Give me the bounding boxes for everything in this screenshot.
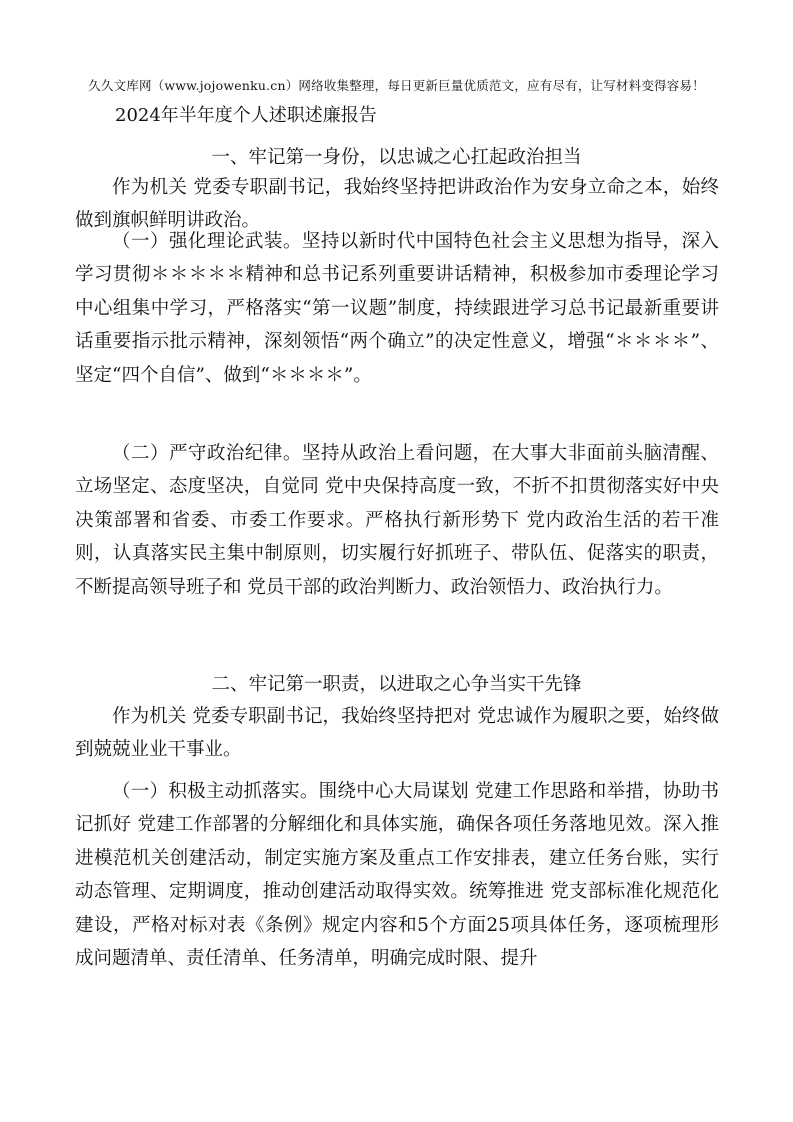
section-heading-1: 一、牢记第一身份，以忠诚之心扛起政治担当	[211, 147, 582, 168]
document-title: 2024年半年度个人述职述廉报告	[115, 105, 377, 126]
header-note: 久久文库网（www.jojowenku.cn）网络收集整理，每日更新巨量优质范文，应有尽有，让写材料变得容易！	[88, 78, 705, 93]
paragraph-section2-intro: 作为机关 党委专职副书记，我始终坚持把对 党忠诚作为履职之要，始终做到兢兢业业干事业。	[75, 706, 719, 761]
paragraph-section2-item1: （一）积极主动抓落实。围绕中心大局谋划 党建工作思路和举措，协助书记抓好 党建工作部署的分解细化和具体实施，确保各项任务落地见效。深入推进模范机关创建活动，制定实施方案及重点工作安排表，建立任务台账，实行动态管理、定期调度，推动创建活动取得实效。统筹推进 党支部标准化规范化建设，严格对标对表《条例》规定内容和5个方面25项具体任务，逐项梳理形成问题清单、责任清单、任务清单，明确完成时限、提升	[75, 781, 719, 970]
paragraph-section1-intro: 作为机关 党委专职副书记，我始终坚持把讲政治作为安身立命之本，始终做到旗帜鲜明讲政治。	[75, 177, 719, 232]
section-heading-2: 二、牢记第一职责，以进取之心争当实干先锋	[211, 674, 582, 695]
paragraph-section1-item2: （二）严守政治纪律。坚持从政治上看问题，在大事大非面前头脑清醒、立场坚定、态度坚决，自觉同 党中央保持高度一致，不折不扣贯彻落实好中央决策部署和省委、市委工作要求。严格执行新形势下 党内政治生活的若干准则，认真落实民主集中制原则，切实履行好抓班子、带队伍、促落实的职责，不断提高领导班子和 党员干部的政治判断力、政治领悟力、政治执行力。	[75, 443, 719, 598]
paragraph-section1-item1: （一）强化理论武装。坚持以新时代中国特色社会主义思想为指导，深入学习贯彻＊＊＊＊＊精神和总书记系列重要讲话精神，积极参加市委理论学习中心组集中学习，严格落实“第一议题”制度，持续跟进学习总书记最新重要讲话重要指示批示精神，深刻领悟“两个确立”的决定性意义，增强“＊＊＊＊”、坚定“四个自信”、做到“＊＊＊＊”。	[75, 231, 719, 386]
